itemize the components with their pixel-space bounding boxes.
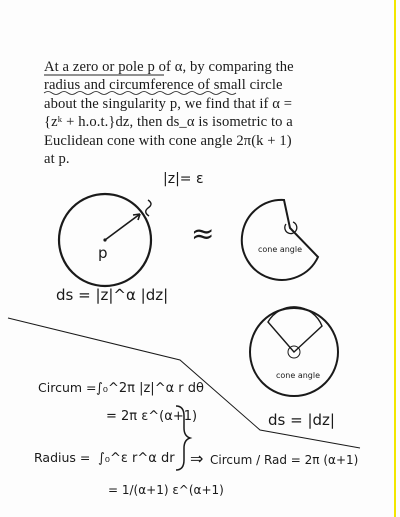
circum-label: Circum = <box>38 380 97 395</box>
metric-left: ds = |z|^α |dz| <box>56 286 169 304</box>
cone-shape-top <box>242 200 318 280</box>
typed-line-3: about the singularity p, we find that if α = <box>44 95 293 112</box>
cone-label-1: cone angle <box>258 245 303 254</box>
radius-integral: ∫₀^ε r^α dr <box>98 451 175 466</box>
circum-integral: ∫₀^2π |z|^α r dθ <box>96 381 204 396</box>
radius-arrow <box>105 214 140 240</box>
radius-result: = 1/(α+1) ε^(α+1) <box>108 483 224 497</box>
wavy-underline-mark <box>44 92 236 95</box>
implies-arrow: ⇒ <box>190 449 204 468</box>
typed-line-4: {zᵏ + h.o.t.}dz, then ds_α is isometric to a <box>44 114 293 131</box>
radius-label: |z|= ε <box>163 171 204 187</box>
approx-symbol: ≈ <box>191 217 215 250</box>
epsilon-squiggle <box>146 200 151 216</box>
ratio-result: Circum / Rad = 2π (α+1) <box>210 453 359 467</box>
metric-right: ds = |dz| <box>268 411 335 429</box>
circum-result: = 2π ε^(α+1) <box>106 409 198 424</box>
center-point <box>103 238 106 241</box>
radius-eq-label: Radius = <box>34 450 91 465</box>
center-label: p <box>98 244 108 262</box>
cone-wedge <box>268 307 322 352</box>
typed-line-2: radius and circumference of small circle <box>44 77 283 94</box>
typed-line-1: At a zero or pole p of α, by comparing the <box>44 59 294 75</box>
cone-label-2: cone angle <box>276 371 321 380</box>
typed-line-5: Euclidean cone with cone angle 2π(k + 1) <box>44 132 292 149</box>
typed-line-6: at p. <box>44 151 70 168</box>
